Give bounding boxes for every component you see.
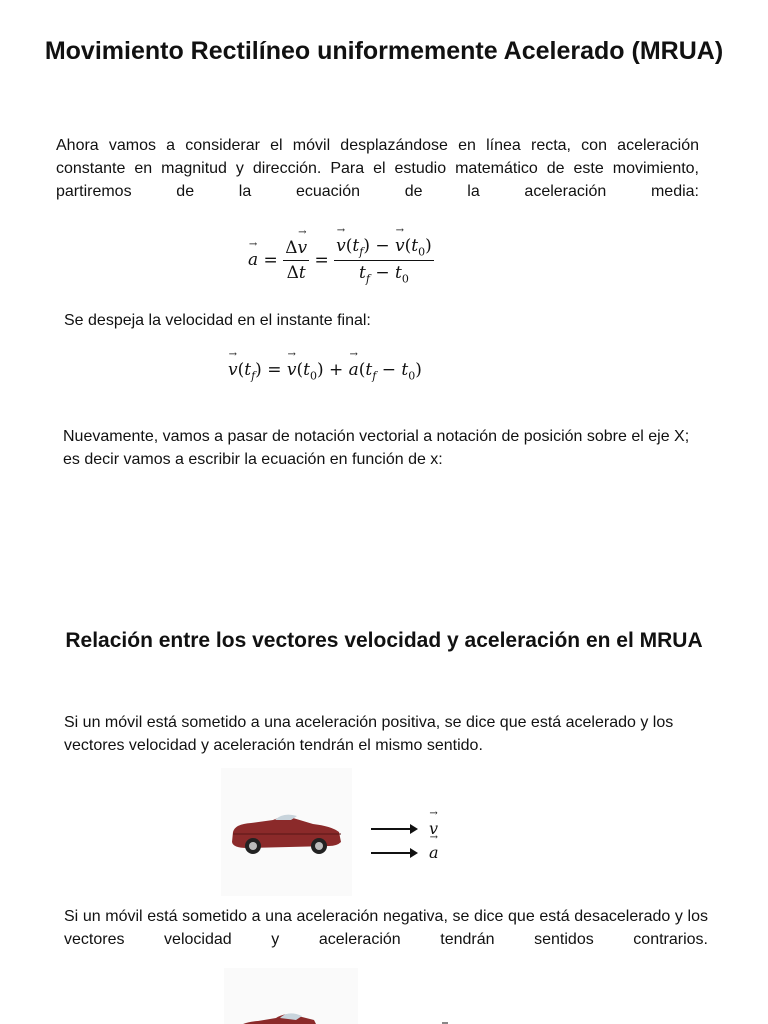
- intro-paragraph: Ahora vamos a considerar el móvil desplazándose en línea recta, con aceleración constante en magnitud y dirección. Para el estudio matemático de este movimiento, partiremos de la ecuación de la aceleración media:: [56, 137, 699, 200]
- velocity-symbol: → v: [429, 819, 438, 838]
- section-title: Relación entre los vectores velocidad y aceleración en el MRUA: [65, 629, 703, 652]
- car-image-decelerating: [224, 968, 358, 1024]
- positive-acceleration-text: Si un móvil está sometido a una aceleración positiva, se dice que está acelerado y los vectores velocidad y aceleración tendrán el mismo sentido.: [64, 714, 674, 754]
- negative-acceleration-text: Si un móvil está sometido a una aceleración negativa, se dice que está desacelerado y los vectores velocidad y aceleración tendrán sentidos contrarios.: [64, 908, 708, 948]
- velocity-intro: Se despeja la velocidad en el instante final:: [64, 312, 371, 329]
- red-convertible-car-icon: [224, 968, 358, 1024]
- page-title: Movimiento Rectilíneo uniformemente Acelerado (MRUA): [44, 37, 724, 65]
- position-intro: Nuevamente, vamos a pasar de notación vectorial a notación de posición sobre el eje X; es decir vamos a escribir la ecuación en función de x:: [63, 428, 690, 468]
- velocity-arrow-icon: [371, 824, 418, 834]
- acceleration-symbol: → a: [429, 843, 439, 862]
- acceleration-arrow-icon: [371, 848, 418, 858]
- vector-diagram-decelerating: [412, 1016, 462, 1024]
- velocity-equation: → $v(t_f)$ = → $v(t_0)$ + → $a(t_f - t_0)$: [228, 360, 422, 382]
- vector-diagram-accelerating: [370, 818, 450, 868]
- car-image: [221, 768, 352, 896]
- acceleration-equation: → a = $\frac{\Delta\to v}{\Delta t}$ = → $\frac{v(t_f) - \to v(t_0)}{t_f - t_0}$: [248, 236, 434, 286]
- red-convertible-car-icon: [221, 768, 352, 896]
